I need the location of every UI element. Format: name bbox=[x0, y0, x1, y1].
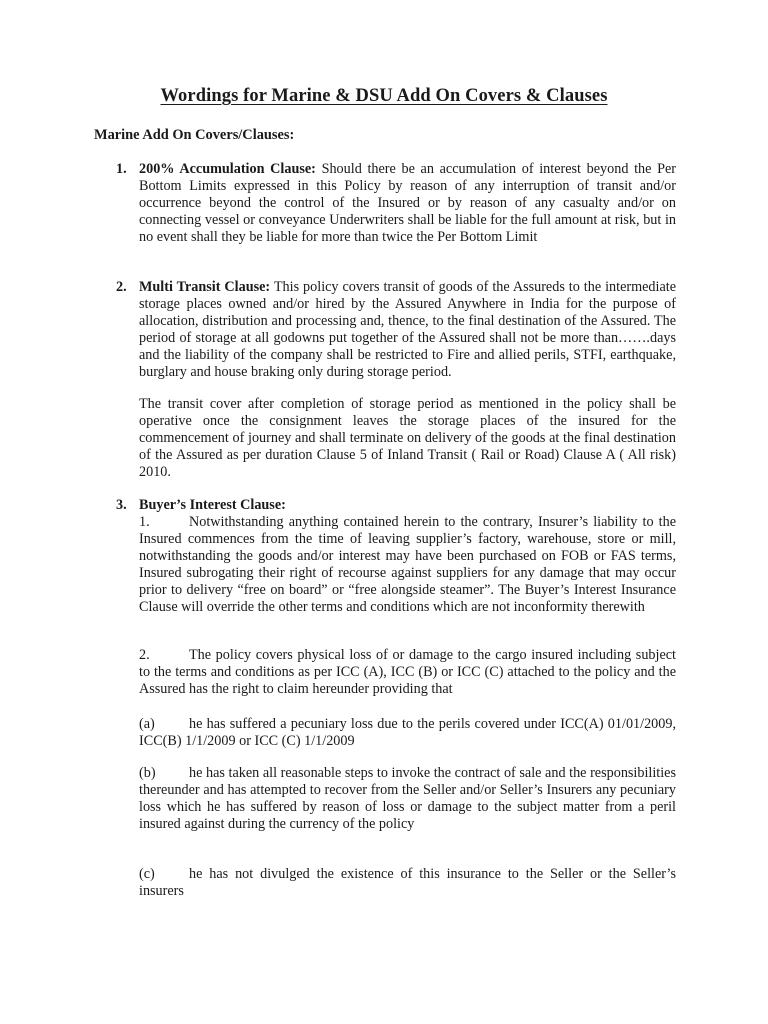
clause-2-number: 2. bbox=[116, 279, 127, 295]
subparagraph-1-number: 1. bbox=[139, 514, 150, 530]
clause-3-item-c bbox=[139, 866, 676, 900]
clause-2-text: This policy covers transit of goods of the Assureds to the intermediate storage places owned and/or hired by the Assured Anywhere in India for the purpose of allocation, distribution and processing and, thence, to the final destination of the Assured. The period of storage at all godowns put together of the Assured shall not be more than…….days and the liability of the company shall be restricted to Fire and allied perils, STFI, earthquake, burglary and house braking only during storage period. bbox=[139, 279, 677, 380]
subparagraph-1-text: Notwithstanding anything contained herein to the contrary, Insurer’s liability to the Insured commences from the time of leaving supplier’s factory, warehouse, store or mill, notwithstanding the goods and/or interest may have been purchased on FOB or FAS terms, Insured subrogating their right of recourse against suppliers for any damage that may occur prior to delivery “free on board” or “free alongside steamer”. The Buyer’s Interest Insurance Clause will override the other terms and conditions which are not inconformity therewith bbox=[139, 514, 676, 615]
clause-3-item-a bbox=[139, 716, 676, 750]
item-a-text: he has suffered a pecuniary loss due to the perils covered under ICC(A) 01/01/2009, ICC(B) 1/1/2009 or ICC (C) 1/1/2009 bbox=[139, 716, 676, 749]
section-heading: Marine Add On Covers/Clauses: bbox=[94, 127, 295, 143]
clause-3-subparagraph-2 bbox=[139, 647, 676, 698]
clause-2-heading: Multi Transit Clause: bbox=[139, 279, 271, 295]
subparagraph-2-number: 2. bbox=[139, 647, 150, 663]
item-c-label: (c) bbox=[139, 866, 155, 882]
clause-2-paragraph bbox=[139, 279, 676, 380]
clause-3-subparagraph-1 bbox=[139, 514, 676, 615]
clause-3-item-b bbox=[139, 765, 676, 833]
clause-1-number: 1. bbox=[116, 161, 127, 177]
clause-2-paragraph-2: The transit cover after completion of storage period as mentioned in the policy shall be operative once the consignment leaves the storage places of the insured for the commencement of journey and shall terminate on delivery of the goods at the final destination of the Assured as per duration Clause 5 of Inland Transit ( Rail or Road) Clause A ( All risk) 2010. bbox=[139, 396, 676, 480]
clause-1-text: Should there be an accumulation of interest beyond the Per Bottom Limits expressed in this Policy by reason of any interruption of transit and/or occurrence beyond the control of the Insured or by reason of any casualty and/or on connecting vessel or conveyance Underwriters shall be liable for the full amount at risk, but in no event shall they be liable for more than twice the Per Bottom Limit bbox=[139, 161, 677, 245]
clause-3-number: 3. bbox=[116, 497, 127, 513]
clause-1-heading: 200% Accumulation Clause: bbox=[139, 161, 316, 177]
clause-1-paragraph bbox=[139, 161, 676, 246]
document-title: Wordings for Marine & DSU Add On Covers & Clauses bbox=[160, 86, 608, 106]
item-b-label: (b) bbox=[139, 765, 156, 781]
subparagraph-2-text: The policy covers physical loss of or damage to the cargo insured including subject to the terms and conditions as per ICC (A), ICC (B) or ICC (C) attached to the policy and the Assured has the right to claim hereunder providing that bbox=[139, 647, 676, 697]
item-c-text: he has not divulged the existence of this insurance to the Seller or the Seller’s insurers bbox=[139, 866, 676, 899]
clause-3-heading: Buyer’s Interest Clause: bbox=[139, 497, 286, 513]
item-b-text: he has taken all reasonable steps to invoke the contract of sale and the responsibilities thereunder and has attempted to recover from the Seller and/or Seller’s Insurers any pecuniary loss which he has suffered by reason of loss or damage to the subject matter from a peril insured against during the currency of the policy bbox=[139, 765, 676, 832]
item-a-label: (a) bbox=[139, 716, 155, 732]
